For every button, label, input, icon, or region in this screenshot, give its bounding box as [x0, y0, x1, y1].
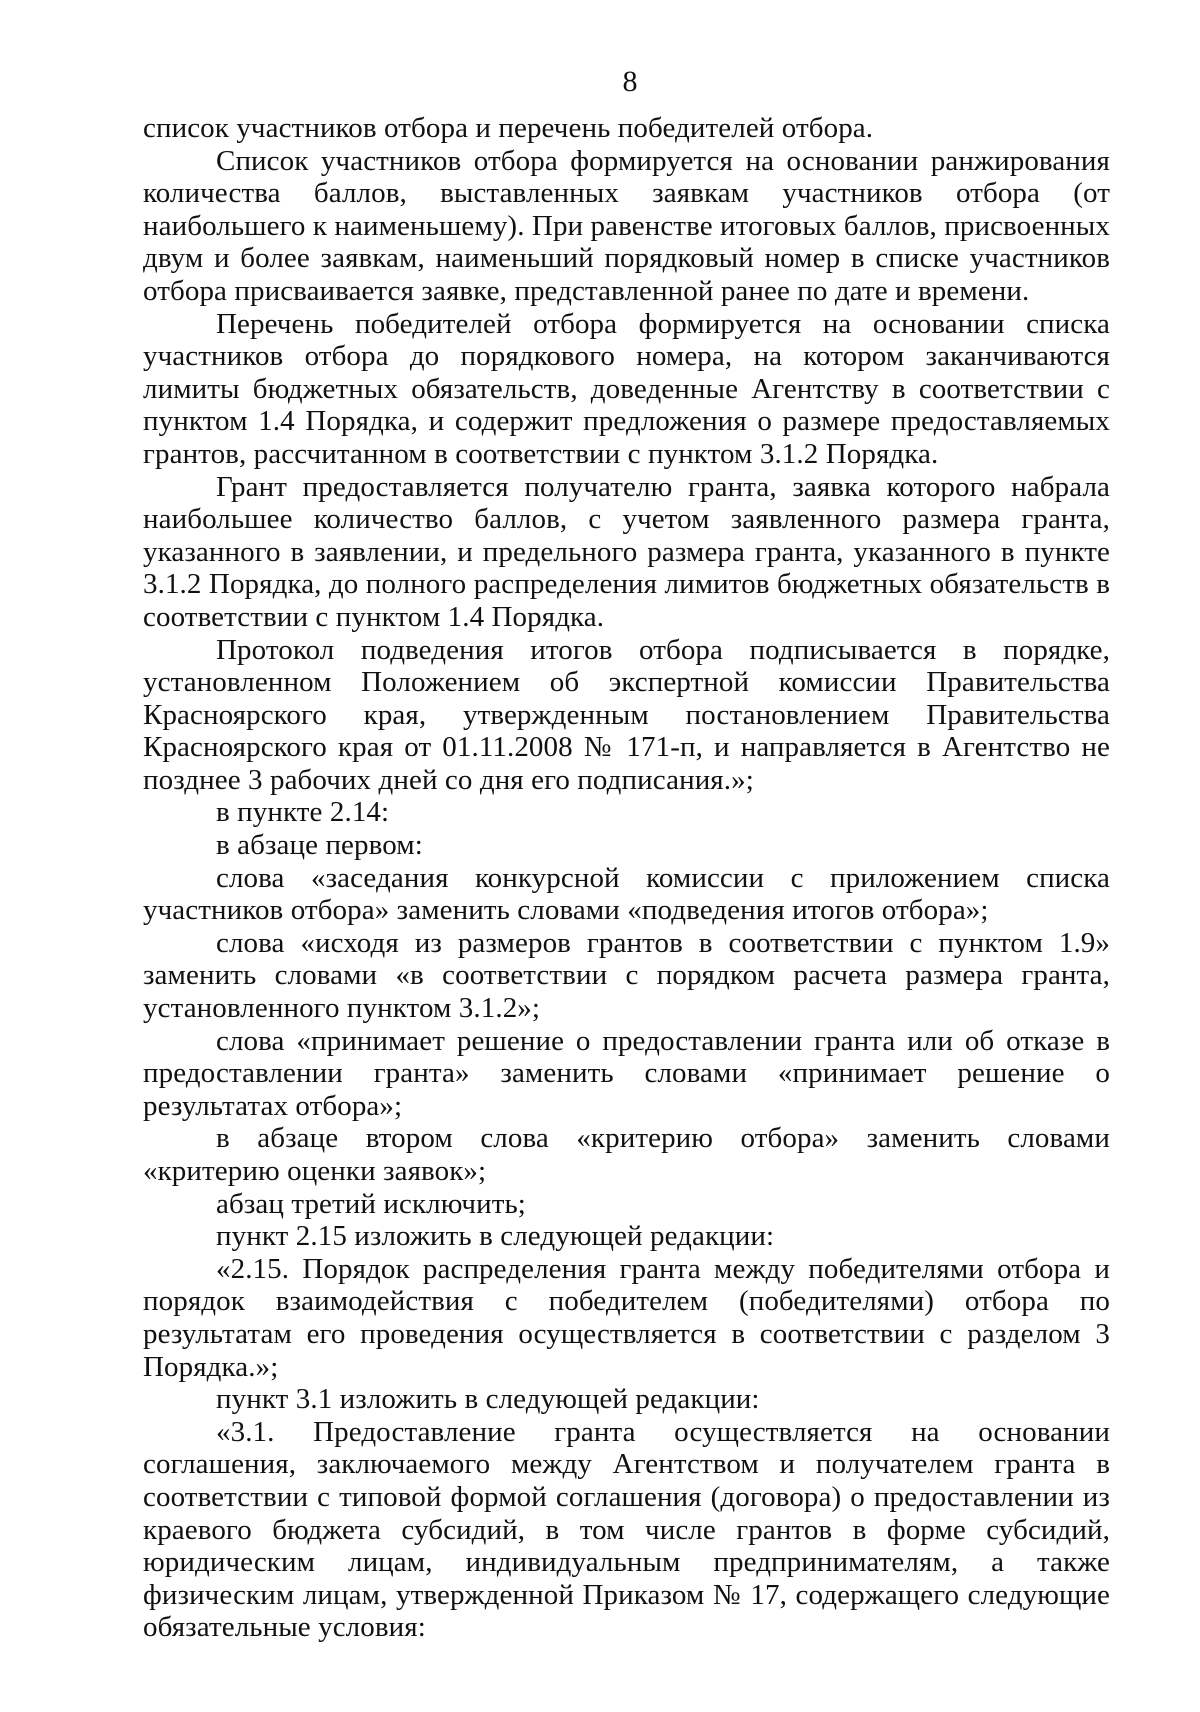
paragraph: абзац третий исключить; — [216, 1187, 526, 1220]
paragraph: в пункте 2.14: — [216, 796, 390, 829]
paragraph: слова «принимает решение о предоставлении гранта или об отказе в предоставлении гранта» заменить словами «принимает решение о результатах отбора»; — [143, 1024, 1110, 1122]
paragraph: список участников отбора и перечень победителей отбора. — [143, 112, 874, 144]
paragraph: Грант предоставляется получателю гранта, заявка которого набрала наибольшее количество баллов, с учетом заявленного размера гранта, указанного в заявлении, и предельного размера гранта, указанного в пункте 3.1.2 Порядка, до полного распределения лимитов бюджетных обязательств в соответствии с пунктом 1.4 Порядка. — [143, 470, 1110, 633]
paragraph: пункт 3.1 изложить в следующей редакции: — [216, 1383, 760, 1416]
paragraph: слова «заседания конкурсной комиссии с приложением списка участников отбора» заменить словами «подведения итогов отбора»; — [143, 861, 1110, 927]
document-body — [143, 112, 1110, 1644]
paragraph: Список участников отбора формируется на основании ранжирования количества баллов, выставленных заявкам участников отбора (от наибольшего к наименьшему). При равенстве итоговых баллов, присвоенных двум и более заявкам, наименьший порядковый номер в списке участников отбора присваивается заявке, представленной ранее по дате и времени. — [143, 144, 1110, 307]
paragraph: Протокол подведения итогов отбора подписывается в порядке, установленном Положением об экспертной комиссии Правительства Красноярского края, утвержденным постановлением Правительства Красноярского края от 01.11.2008 № 171-п, и направляется в Агентство не позднее 3 рабочих дней со дня его подписания.»; — [143, 633, 1110, 796]
paragraph: «2.15. Порядок распределения гранта между победителями отбора и порядок взаимодействия с победителем (победителями) отбора по результатам его проведения осуществляется в соответствии с разделом 3 Порядка.»; — [143, 1252, 1110, 1383]
paragraph: пункт 2.15 изложить в следующей редакции: — [216, 1220, 775, 1253]
paragraph: Перечень победителей отбора формируется на основании списка участников отбора до порядкового номера, на котором заканчиваются лимиты бюджетных обязательств, доведенные Агентству в соответствии с пунктом 1.4 Порядка, и содержит предложения о размере предоставляемых грантов, рассчитанном в соответствии с пунктом 3.1.2 Порядка. — [143, 307, 1110, 470]
page-number: 8 — [622, 65, 638, 98]
paragraph: «3.1. Предоставление гранта осуществляется на основании соглашения, заключаемого между Агентством и получателем гранта в соответствии с типовой формой соглашения (договора) о предоставлении из краевого бюджета субсидий, в том числе грантов в форме субсидий, юридическим лицам, индивидуальным предпринимателям, а также физическим лицам, утвержденной Приказом № 17, содержащего следующие обязательные условия: — [143, 1415, 1110, 1644]
paragraph: в абзаце втором слова «критерию отбора» заменить словами «критерию оценки заявок»; — [143, 1122, 1110, 1187]
paragraph: в абзаце первом: — [216, 829, 423, 862]
paragraph: слова «исходя из размеров грантов в соответствии с пунктом 1.9» заменить словами «в соответствии с порядком расчета размера гранта, установленного пунктом 3.1.2»; — [143, 926, 1110, 1025]
